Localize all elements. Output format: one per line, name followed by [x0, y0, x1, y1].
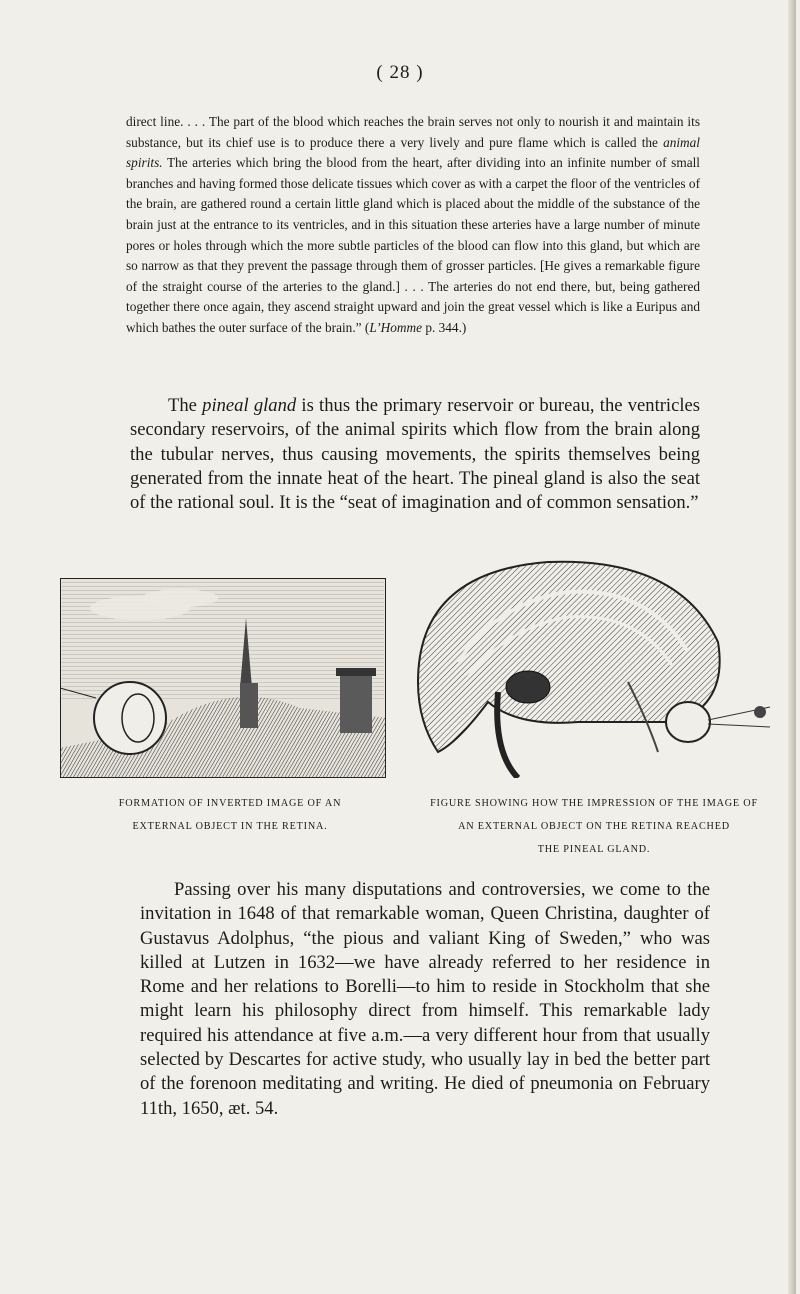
caption-right-line2: AN EXTERNAL OBJECT ON THE RETINA REACHED — [458, 821, 730, 832]
caption-left — [70, 792, 390, 838]
quote-italic-animal-spirits: animal spirits. — [126, 134, 700, 171]
paragraph1-rest: is thus the primary reservoir or bureau, the ventricles secondary reservoirs, of the animal spirits which flow from the brain along the tubular nerves, thus causing movements, the spirits themselves being generated from the innate heat of the heart. The pineal gland is also the seat of the rational soul. It is the “seat of imagination and of common sensation.” — [130, 395, 700, 514]
page-number: ( 28 ) — [376, 62, 424, 83]
caption-right-line3: THE PINEAL GLAND. — [537, 844, 651, 855]
caption-left-line2: EXTERNAL OBJECT IN THE RETINA. — [132, 821, 328, 832]
engraving-eye-and-tower — [60, 578, 386, 778]
paragraph-pineal-gland — [130, 394, 700, 515]
figure-inverted-image — [60, 578, 386, 778]
quote-text-3: p. 344.) — [422, 319, 467, 335]
quote-text-1: direct line. . . . The part of the blood which reaches the brain serves not only to nourish it and maintain its substance, but its chief use is to produce there a very lively and pure flame which is called the — [126, 114, 700, 150]
caption-right-line1: FIGURE SHOWING HOW THE IMPRESSION OF THE IMAGE OF — [430, 798, 758, 809]
quote-text-2: The arteries which bring the blood from the heart, after dividing into an infinite number of small branches and having formed those delicate tissues which cover as with a carpet the floor of the ventricles of the brain, are gathered round a certain little gland which is placed about the middle of the substance of the brain just at the entrance to its ventricles, and in this situation these arteries have a large number of minute pores or holes through which the more subtle particles of the blood can flow into this gland, but which are so narrow as that they prevent the passage through them of grosser particles. [He gives a remarkable figure of the straight course of the arteries to the gland.] . . . The arteries do not end there, but, being gathered together there once again, they ascend straight upward and join the great vessel which is like a Euripus and which bathes the outer surface of the brain.” ( — [126, 155, 700, 335]
paragraph-queen-christina: Passing over his many disputations and controversies, we come to the invitation in 1648 of that remarkable woman, Queen Christina, daughter of Gustavus Adolphus, “the pious and valiant King of Sweden,” who was killed at Lutzen in 1632—we have already referred to her residence in Rome and her relations to Borelli—to him to reside in Stockholm that she might learn his philosophy direct from himself. This remarkable lady required his attendance at five a.m.—a very different hour from that usually selected by Descartes for active study, who usually lay in bed the better part of the forenoon meditating and writing. He died of pneumonia on February 11th, 1650, æt. 54. — [140, 879, 710, 1119]
caption-left-line1: FORMATION OF INVERTED IMAGE OF AN — [118, 798, 342, 809]
paragraph1-italic: pineal gland — [202, 395, 297, 416]
paragraph1-lead: The — [168, 395, 203, 416]
page-edge-shadow — [788, 0, 796, 1294]
figure-brain-pineal — [398, 552, 778, 778]
engraving-brain-section — [398, 552, 778, 778]
quote-italic-lhomme: L’Homme — [369, 319, 422, 335]
caption-right — [398, 792, 790, 861]
quoted-passage — [126, 112, 700, 339]
